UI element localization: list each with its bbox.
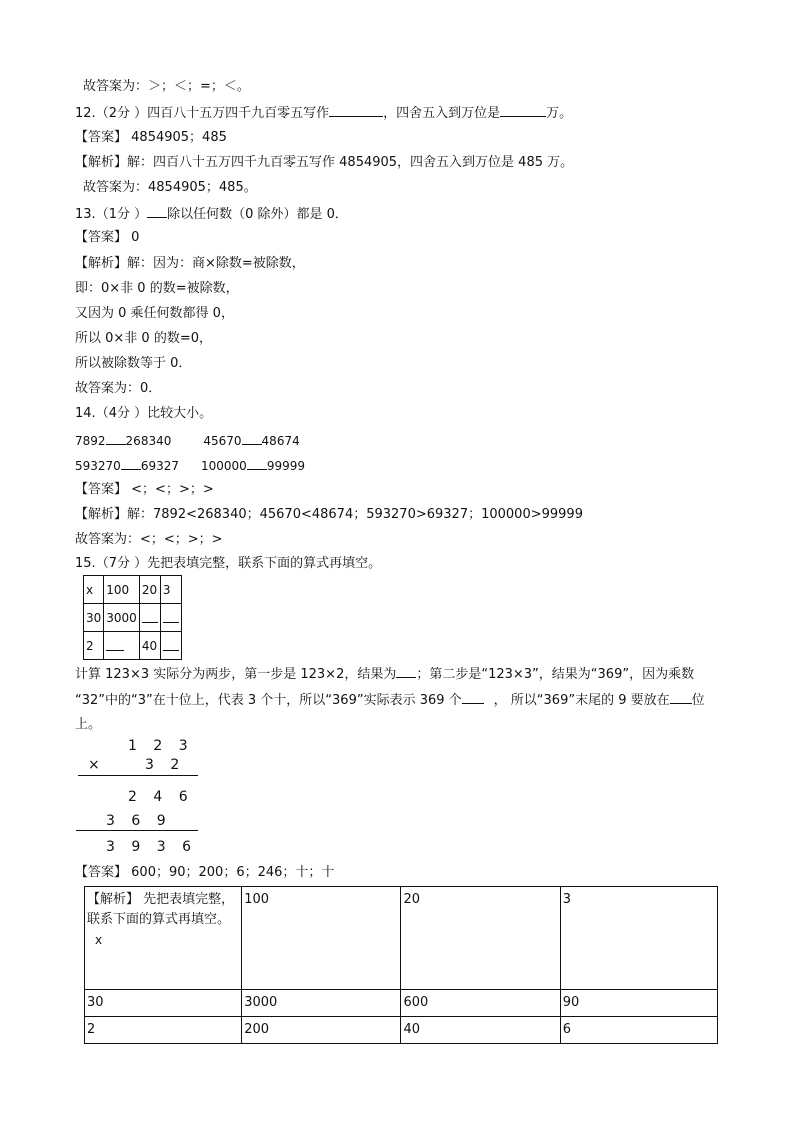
q15-score: （7分 ） (95, 556, 148, 571)
q15-multiplication-table (83, 575, 182, 660)
q14-blank-1[interactable] (106, 431, 126, 445)
q14-blank-4[interactable] (247, 456, 267, 470)
calc-multiply-sign: × (88, 757, 106, 773)
q15-blank-3[interactable] (670, 690, 692, 704)
table-cell[interactable] (139, 604, 160, 632)
table-cell: 40 (139, 632, 160, 660)
q15-para-2b: ， 所以“369”末尾的 9 要放在 (493, 693, 670, 708)
q14-r2-b1: 69327 (140, 459, 179, 473)
q14-compare-row-2 (75, 456, 305, 475)
table-cell: 200 (242, 1017, 401, 1044)
q13-analysis-line-1 (75, 255, 305, 273)
calc-rule-2 (76, 830, 198, 831)
table-cell: 2 (85, 1017, 242, 1044)
q14-answer (75, 481, 214, 499)
q15-para-1b: ；第二步是“123×3”，结果为“369”，因为乘数 (416, 667, 695, 682)
table-row (84, 576, 182, 604)
q13-stem-text: 除以任何数（0 除外）都是 0． (167, 207, 348, 222)
table-cell: 30 (85, 990, 242, 1017)
q13-analysis-line-4: 所以 0×非 0 的数=0， (75, 331, 212, 346)
q14-analysis-label: 【解析】 (75, 507, 128, 522)
q14-r2-a2: 100000 (201, 459, 247, 473)
table-row (85, 887, 718, 990)
q12-stem-part-b: ，四舍五入到万位是 (383, 106, 501, 121)
q12-analysis (75, 154, 573, 172)
q14-r1-b1: 268340 (125, 434, 172, 448)
q15-number: 15. (75, 556, 96, 571)
q12-blank-1[interactable] (329, 103, 383, 117)
calc-multiplicand: 1 2 3 (128, 738, 194, 754)
q14-r1-a1: 7892 (75, 434, 106, 448)
q15-blank-2[interactable] (462, 690, 484, 704)
q15-blank-1[interactable] (396, 664, 416, 678)
q15-analysis-label: 【解析】 (87, 892, 140, 907)
q14-score: （4分 ） (95, 406, 148, 421)
q15-paragraph-line-1 (75, 664, 694, 684)
table-x-symbol: x (95, 933, 103, 947)
q11-answer-line: 故答案为：＞；＜；=；＜。 (83, 79, 250, 94)
table-cell: 100 (242, 887, 401, 990)
q14-r1-b2: 48674 (261, 434, 300, 448)
q13-answer-value: 0 (131, 230, 140, 245)
q14-r2-b2: 99999 (266, 459, 305, 473)
q12-answer (75, 129, 227, 147)
q15-table-blank[interactable] (163, 637, 179, 651)
q15-answer-label: 【答案】 (75, 865, 128, 880)
q15-analysis-text: 先把表填完整，联系下面的算式再填空。 (87, 892, 235, 927)
q15-table-blank[interactable] (163, 609, 179, 623)
table-head-cell (85, 887, 242, 990)
q15-stem (75, 555, 381, 573)
calc-multiplier: 3 2 (145, 757, 186, 773)
table-row (84, 632, 182, 660)
q13-analysis-line-2: 即：0×非 0 的数=被除数， (75, 281, 239, 296)
q13-analysis-line-5: 所以被除数等于 0． (75, 356, 192, 371)
q13-stem (75, 204, 348, 224)
q14-r1-a2: 45670 (203, 434, 242, 448)
q13-answer (75, 229, 139, 247)
q12-stem (75, 103, 572, 123)
q13-analysis-text: 解：因为：商×除数=被除数， (127, 256, 305, 271)
table-cell: 20 (401, 887, 560, 990)
q14-stem (75, 405, 212, 423)
calc-result: 3 9 3 6 (106, 839, 197, 855)
q14-answer-value: <；<；>；> (131, 482, 214, 497)
table-cell[interactable] (160, 604, 181, 632)
q15-table-blank[interactable] (106, 637, 124, 651)
q15-analysis-table (84, 886, 718, 1044)
q15-paragraph-line-2 (75, 690, 705, 710)
q13-number: 13. (75, 207, 96, 222)
q12-stem-part-c: 万。 (546, 106, 573, 121)
table-cell: 6 (560, 1017, 717, 1044)
table-cell: 600 (401, 990, 560, 1017)
q14-stem-text: 比较大小。 (147, 406, 213, 421)
table-cell: 2 (84, 632, 104, 660)
calc-partial-product-1: 2 4 6 (128, 789, 194, 805)
table-cell[interactable] (104, 632, 140, 660)
q12-answer-line: 故答案为：4854905；485。 (83, 180, 257, 195)
table-cell: x (84, 576, 104, 604)
q13-analysis-label: 【解析】 (75, 256, 128, 271)
q15-answer (75, 864, 334, 882)
q12-number: 12. (75, 106, 96, 121)
table-row (85, 1017, 718, 1044)
q12-answer-value: 4854905；485 (131, 130, 227, 145)
calc-partial-product-2: 3 6 9 (106, 813, 172, 829)
q12-answer-label: 【答案】 (75, 130, 128, 145)
q15-para-1a: 计算 123×3 实际分为两步，第一步是 123×2，结果为 (75, 667, 397, 682)
q15-stem-text: 先把表填完整，联系下面的算式再填空。 (147, 556, 382, 571)
table-row (84, 604, 182, 632)
table-cell: 40 (401, 1017, 560, 1044)
table-cell: 30 (84, 604, 104, 632)
q14-blank-3[interactable] (121, 456, 141, 470)
q12-analysis-label: 【解析】 (75, 155, 128, 170)
q14-answer-label: 【答案】 (75, 482, 128, 497)
q14-analysis (75, 506, 583, 524)
q12-score: （2分 ） (95, 106, 148, 121)
table-cell: 3000 (242, 990, 401, 1017)
q15-para-2a: “32”中的“3”在十位上，代表 3 个十，所以“369”实际表示 369 个 (75, 693, 462, 708)
q14-r2-a1: 593270 (75, 459, 121, 473)
q12-analysis-text: 解：四百八十五万四千九百零五写作 4854905，四舍五入到万位是 485 万。 (127, 155, 574, 170)
q15-table-blank[interactable] (142, 609, 158, 623)
q14-number: 14. (75, 406, 96, 421)
q12-stem-part-a: 四百八十五万四千九百零五写作 (147, 106, 330, 121)
table-row (85, 990, 718, 1017)
calc-rule-1 (78, 775, 198, 776)
q13-analysis-line-3: 又因为 0 乘任何数都得 0， (75, 306, 234, 321)
q15-paragraph-line-3: 上。 (75, 717, 102, 732)
table-cell[interactable] (160, 632, 181, 660)
table-cell: 3000 (104, 604, 140, 632)
q12-blank-2[interactable] (500, 103, 546, 117)
q14-analysis-text: 解：7892<268340；45670<48674；593270>69327；100000>99999 (127, 507, 583, 522)
q14-compare-row-1 (75, 431, 300, 450)
table-cell: 3 (560, 887, 717, 990)
table-cell: 90 (560, 990, 717, 1017)
table-cell: 100 (104, 576, 140, 604)
q14-answer-line: 故答案为：<；<；>；> (75, 532, 223, 547)
table-cell: 3 (160, 576, 181, 604)
table-cell: 20 (139, 576, 160, 604)
q13-answer-label: 【答案】 (75, 230, 128, 245)
q13-blank[interactable] (147, 204, 167, 218)
q15-answer-value: 600；90；200；6；246；十；十 (131, 865, 335, 880)
q13-score: （1分 ） (95, 207, 148, 222)
q13-answer-line: 故答案为：0． (75, 381, 162, 396)
q14-blank-2[interactable] (242, 431, 262, 445)
q15-para-2c: 位 (691, 693, 705, 708)
